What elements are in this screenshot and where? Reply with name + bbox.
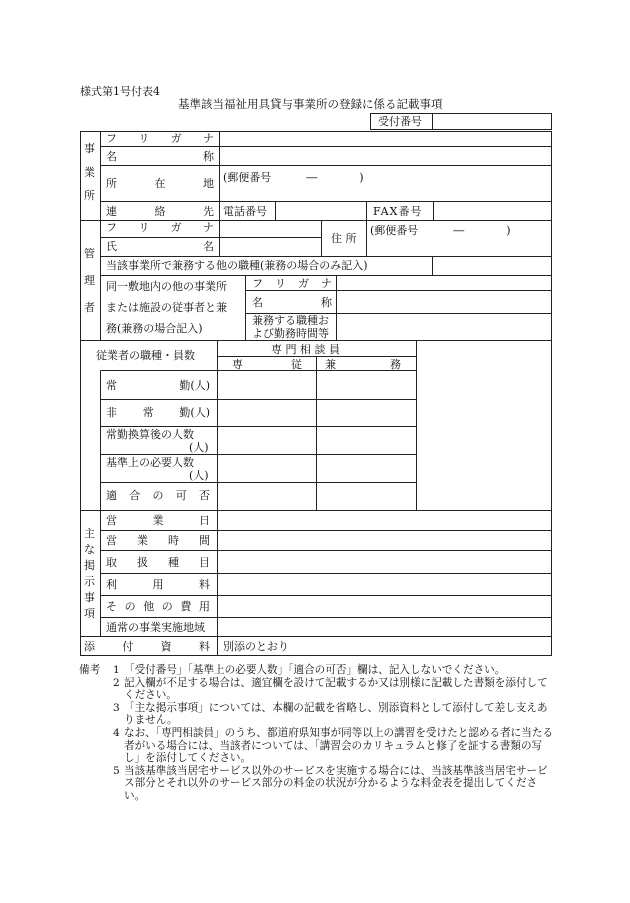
staff-fulltime-cell[interactable] — [219, 372, 315, 398]
posting-business-days-field[interactable] — [219, 512, 550, 529]
note-item — [79, 677, 554, 702]
manager-postal-note: (郵便番号 ― ) — [370, 224, 511, 237]
posting-group-char-5: 事 — [84, 591, 95, 604]
notes-heading: 備考 — [79, 664, 101, 676]
manager-address-field[interactable] — [368, 238, 550, 255]
note-text: 当該基準該当居宅サービス以外のサービスを実施する場合には、当該基準該当居宅サービス部分とそれ以外のサービス部分の料金の状況が分かるような料金表を提出してください。 — [124, 764, 548, 802]
posting-fees: 利 用 料 — [106, 578, 210, 591]
other-site-name-field[interactable] — [338, 292, 550, 312]
note-item — [79, 727, 554, 765]
posting-group-char-6: 項 — [84, 607, 95, 620]
manager-furigana-field[interactable] — [221, 222, 320, 236]
manager-address-label: 住 所 — [331, 232, 357, 245]
office-phone-label: 電話番号 — [223, 205, 267, 218]
manager-group-char-3: 者 — [84, 301, 95, 314]
office-phone-field[interactable] — [277, 203, 365, 219]
posting-business-hours: 営 業 時 間 — [106, 534, 210, 547]
office-furigana-field[interactable] — [221, 133, 550, 145]
other-site-duty-line-2: よび勤務時間等 — [252, 327, 329, 340]
other-site-duty-line-1: 兼務する職種お — [252, 314, 329, 327]
manager-name-label: 氏 名 — [106, 240, 214, 253]
manager-name-field[interactable] — [221, 239, 320, 255]
staff-parttime-cell[interactable] — [318, 372, 415, 398]
office-furigana-label: フ リ ガ ナ — [106, 132, 214, 145]
form-id: 様式第1号付表4 — [80, 85, 160, 98]
manager-group-char-2: 理 — [84, 274, 95, 287]
office-name-label: 名 称 — [106, 150, 214, 163]
office-postal-note: (郵便番号 ― ) — [223, 171, 364, 184]
posting-business-hours-field[interactable] — [219, 532, 550, 549]
posting-business-days: 営 業 日 — [106, 514, 210, 527]
note-number: 3 — [113, 701, 120, 714]
other-site-name-label: 名 称 — [252, 296, 332, 309]
note-number: 2 — [113, 676, 120, 689]
manager-other-site-line-2: または施設の従事者と兼 — [106, 301, 227, 314]
fulltime-header: 専 従 — [232, 358, 302, 371]
attachment-label: 添 付 資 料 — [84, 640, 210, 653]
office-address-label: 所 在 地 — [106, 177, 214, 190]
manager-other-site-line-1: 同一敷地内の他の事業所 — [106, 280, 227, 293]
office-group-char-3: 所 — [84, 189, 95, 202]
other-site-duty-field[interactable] — [338, 315, 550, 339]
office-address-field[interactable] — [221, 185, 550, 200]
staff-header: 従業者の職種・員数 — [96, 349, 195, 362]
consultant-header: 専 門 相 談 員 — [271, 343, 340, 356]
note-item — [79, 664, 554, 677]
posting-group-char-2: な — [84, 543, 95, 556]
staff-row-required: 基準上の必要人数 — [106, 456, 194, 469]
manager-other-duty-label: 当該事業所で兼務する他の職種(兼務の場合のみ記入) — [106, 259, 368, 272]
staff-row-fulltime: 常 勤(人) — [106, 379, 210, 392]
note-text: 「主な掲示事項」については、本欄の記載を省略し、別添資料として添付して差し支えありません。 — [124, 701, 548, 727]
office-name-field[interactable] — [221, 148, 550, 164]
receipt-number-field[interactable] — [434, 115, 550, 128]
posting-group-char-4: 示 — [84, 575, 95, 588]
staff-row-parttime: 非 常 勤(人) — [106, 406, 210, 419]
note-item — [79, 765, 554, 803]
staff-row-required-unit: (人) — [189, 469, 209, 482]
posting-group-char-1: 主 — [84, 527, 95, 540]
office-group-char-2: 業 — [84, 166, 95, 179]
staff-row-fte: 常勤換算後の人数 — [106, 428, 194, 441]
manager-group-char-1: 管 — [84, 247, 95, 260]
posting-items: 取 扱 種 目 — [106, 556, 210, 569]
note-item — [79, 702, 554, 727]
office-group-char-1: 事 — [84, 142, 95, 155]
staff-row-fte-unit: (人) — [189, 441, 209, 454]
other-site-furigana-label: フ リ ガ ナ — [252, 277, 332, 290]
note-number: 1 — [113, 664, 120, 676]
attachment-value: 別添のとおり — [223, 640, 289, 653]
office-fax-label: FAX番号 — [373, 205, 423, 218]
staff-row-compliance: 適 合 の 可 否 — [106, 489, 210, 502]
receipt-number-label: 受付番号 — [378, 115, 422, 128]
posting-service-area: 通常の事業実施地域 — [106, 621, 205, 634]
note-number: 5 — [113, 764, 120, 777]
posting-other-fees: そ の 他 の 費 用 — [106, 600, 210, 613]
form-title: 基準該当福祉用具貸与事業所の登録に係る記載事項 — [178, 97, 443, 111]
notes-section — [79, 664, 554, 803]
note-text: なお、「専門相談員」のうち、都道府県知事が同等以上の講習を受けたと認める者に当たる者がいる場合には、当該者については、「講習会のカリキュラムと修了を証する書類の写し」を添付してください。 — [124, 726, 554, 765]
office-contact-label: 連 絡 先 — [106, 205, 214, 218]
parttime-header: 兼 務 — [325, 358, 401, 371]
note-number: 4 — [113, 726, 120, 739]
manager-other-site-line-3: 務(兼務の場合記入) — [106, 322, 203, 335]
manager-other-duty-field[interactable] — [434, 258, 550, 274]
manager-furigana-label: フ リ ガ ナ — [106, 221, 214, 234]
office-fax-field[interactable] — [435, 203, 550, 219]
note-text: 記入欄が不足する場合は、適宜欄を設けて記載するか又は別様に記載した書類を添付してください。 — [124, 676, 548, 702]
other-site-furigana-field[interactable] — [338, 277, 550, 289]
note-text: 「受付番号」「基準上の必要人数」「適合の可否」欄は、記入しないでください。 — [124, 664, 506, 676]
posting-group-char-3: 掲 — [84, 559, 95, 572]
